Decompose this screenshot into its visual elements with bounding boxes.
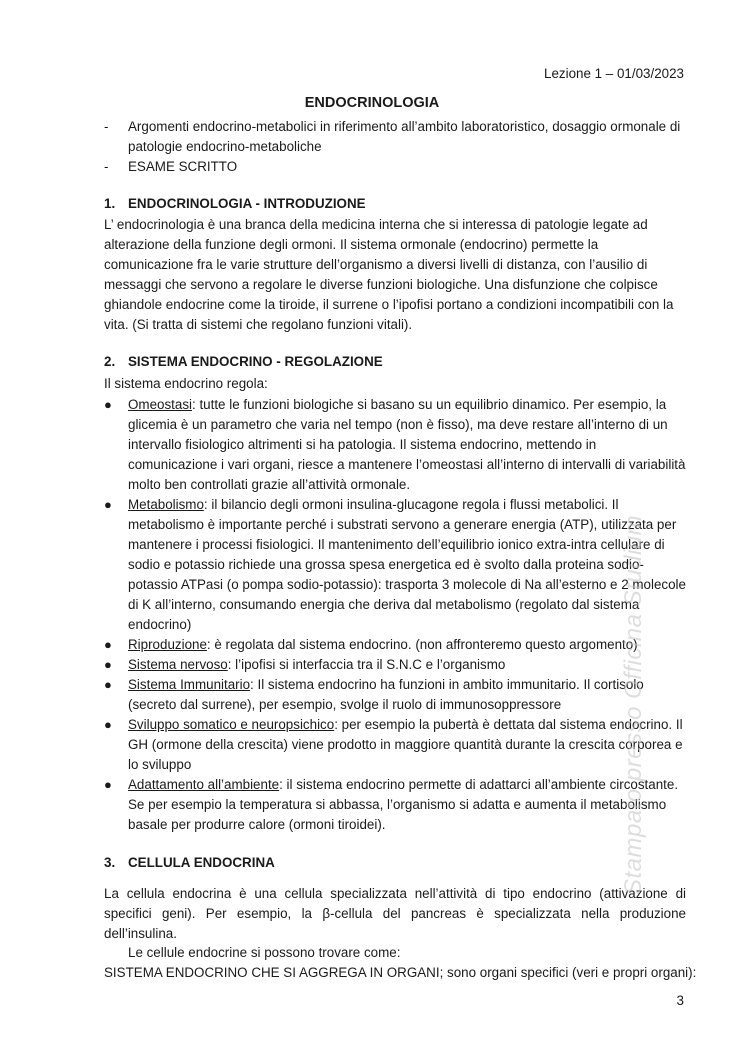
section-1-heading — [104, 196, 366, 211]
term: Sistema nervoso — [128, 657, 228, 672]
list-item — [104, 495, 688, 635]
dash-marker: - — [104, 119, 109, 134]
term-description: : Il sistema endocrino ha funzioni in ambito immunitario. Il cortisolo (secreto dal surrene), per esempio, svolge il ruolo di immunosoppressore — [128, 677, 644, 712]
lesson-date: Lezione 1 – 01/03/2023 — [544, 66, 684, 81]
term: Sviluppo somatico e neuropsichico — [128, 717, 335, 732]
term-description: : l’ipofisi si interfaccia tra il S.N.C e l’organismo — [227, 657, 506, 672]
bullet-icon: ● — [104, 397, 112, 412]
term-description: : il bilancio degli ormoni insulina-glucagone regola i flussi metabolici. Il metabolismo è importante perché i substrati servono a generare energia (ATP), utilizzata per mantenere i processi fisiologici. Il mantenimento dell’equilibrio ionico extra-intra cellulare di sodio e potassio richiede una grossa spesa energetica ed è svolto dalla proteina sodio-potassio ATPasi (o pompa sodio-potassio): trasporta 3 molecole di Na all’esterno e 2 molecole di K all’interno, consumando energia che deriva dal metabolismo (regolato dal sistema endocrino) — [128, 497, 686, 632]
dash-marker: - — [104, 159, 109, 174]
list-item — [104, 395, 688, 495]
term: Metabolismo — [128, 497, 204, 512]
section-1-body: L’ endocrinologia è una branca della medicina interna che si interessa di patologie legate ad alterazione della funzione degli ormoni. Il sistema ormonale (endocrino) permette la comunicazione fra le varie strutture dell’organismo a diversi livelli di distanza, con l’ausilio di messaggi che servono a regolare le diverse funzioni biologiche. Una disfunzione che colpisce ghiandole endocrine come la tiroide, il surrene o l’ipofisi portano a condizioni incompatibili con la vita. (Si tratta di sistemi che regolano funzioni vitali). — [104, 217, 674, 332]
section-3-heading — [104, 855, 275, 870]
list-item — [104, 715, 688, 775]
list-item — [104, 775, 688, 835]
bullet-icon: ● — [104, 657, 112, 672]
intro-item-text: ESAME SCRITTO — [128, 159, 238, 174]
intro-item — [104, 117, 689, 157]
intro-list — [104, 117, 689, 177]
list-item — [104, 635, 688, 655]
term-description: : è regolata dal sistema endocrino. (non affronteremo questo argomento) — [206, 637, 638, 652]
section-title: CELLULA ENDOCRINA — [128, 855, 275, 870]
watermark: Stampato presso Officina Studium — [620, 514, 647, 895]
section-3-last-line: SISTEMA ENDOCRINO CHE SI AGGREGA IN ORGANI; sono organi specifici (veri e propri organi): — [104, 965, 697, 980]
section-2-lead: Il sistema endocrino regola: — [104, 376, 268, 391]
bullet-icon: ● — [104, 677, 112, 692]
term: Riproduzione — [128, 637, 207, 652]
page-number: 3 — [676, 993, 684, 1008]
bullet-icon: ● — [104, 717, 112, 732]
section-3-body: La cellula endocrina è una cellula specializzata nell’attività di tipo endocrino (attivazione di specifici geni). Per esempio, la β-cellula del pancreas è specializzata nella produzione dell’insulina. — [104, 886, 686, 941]
document-title: ENDOCRINOLOGIA — [304, 95, 440, 111]
section-number: 1. — [104, 196, 116, 211]
regulation-list — [104, 395, 688, 835]
bullet-icon: ● — [104, 497, 112, 512]
intro-item-text: Argomenti endocrino-metabolici in riferimento all’ambito laboratoristico, dosaggio ormonale di patologie endocrino-metaboliche — [128, 119, 681, 154]
term-description: : tutte le funzioni biologiche si basano su un equilibrio dinamico. Per esempio, la glicemia è un parametro che varia nel tempo (non è fisso), ma deve restare all’interno di un intervallo fisiologico altrimenti si ha patologia. Il sistema endocrino, mettendo in comunicazione i vari organi, riesce a mantenere l’omeostasi all’interno di intervalli di variabilità molto ben controllati grazie all’attività ormonale. — [128, 397, 686, 492]
term-description: : il sistema endocrino permette di adattarci all’ambiente circostante. Se per esempio la temperatura si abbassa, l’organismo si adatta e aumenta il metabolismo basale per produrre calore (ormoni tiroidei). — [128, 777, 679, 832]
section-title: ENDOCRINOLOGIA - INTRODUZIONE — [128, 196, 366, 211]
list-item — [104, 675, 688, 715]
term: Adattamento all’ambiente — [128, 777, 280, 792]
section-number: 2. — [104, 354, 116, 369]
section-number: 3. — [104, 855, 116, 870]
section-title: SISTEMA ENDOCRINO - REGOLAZIONE — [128, 354, 383, 369]
list-item — [104, 655, 688, 675]
term-description: : per esempio la pubertà è dettata dal sistema endocrino. Il GH (ormone della crescita) viene prodotto in maggiore quantità durante la crescita corporea e lo sviluppo — [128, 717, 683, 772]
bullet-icon: ● — [104, 777, 112, 792]
intro-item — [104, 157, 689, 177]
bullet-icon: ● — [104, 637, 112, 652]
section-2-heading — [104, 354, 383, 369]
term: Sistema Immunitario — [128, 677, 251, 692]
section-3-indent-line: Le cellule endocrine si possono trovare come: — [128, 945, 401, 960]
term: Omeostasi — [128, 397, 192, 412]
